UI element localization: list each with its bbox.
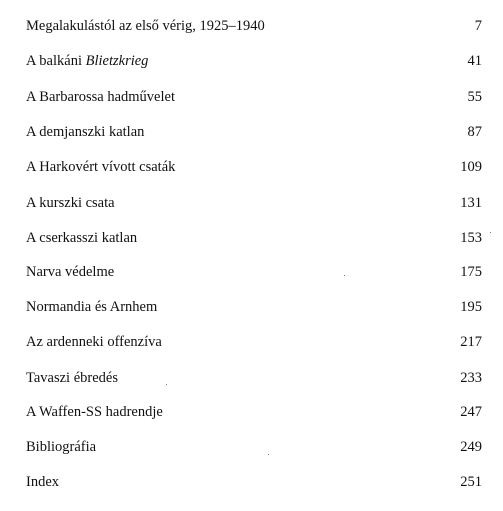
- toc-entry-title: A Harkovért vívott csaták: [26, 159, 176, 175]
- toc-entry-page: 251: [460, 474, 482, 490]
- toc-entry-title: Normandia és Arnhem: [26, 299, 158, 315]
- toc-entry-title: Megalakulástól az első vérig, 1925–1940: [26, 18, 265, 34]
- toc-entry: [26, 472, 482, 492]
- scan-speck: [166, 384, 167, 385]
- scan-speck: [490, 232, 491, 233]
- toc-entry-page: 175: [460, 264, 482, 280]
- toc-entry-title: [26, 51, 148, 71]
- toc-entry: [26, 402, 482, 422]
- toc-entry-title: A demjanszki katlan: [26, 124, 145, 140]
- toc-entry-title-prefix: A balkáni: [26, 53, 86, 69]
- toc-entry: [26, 51, 482, 71]
- toc-entry: [26, 157, 482, 177]
- toc-entry: [26, 262, 482, 282]
- toc-entry-page: 41: [467, 53, 482, 69]
- toc-entry: [26, 297, 482, 317]
- toc-entry-title: Narva védelme: [26, 264, 115, 280]
- toc-entry-page: 87: [467, 124, 482, 140]
- toc-entry-title: Bibliográfia: [26, 439, 97, 455]
- toc-entry-title-emphasis: Blietzkrieg: [85, 53, 149, 69]
- toc-entry-title: A cserkasszi katlan: [26, 230, 138, 246]
- toc-entry-title: A kurszki csata: [26, 195, 115, 211]
- toc-entry-page: 109: [460, 159, 482, 175]
- toc-entry: [26, 87, 482, 107]
- toc-entry-page: 195: [460, 299, 482, 315]
- toc-entry-title: A Barbarossa hadművelet: [26, 89, 175, 105]
- toc-entry: [26, 332, 482, 352]
- scan-speck: [344, 275, 345, 276]
- toc-entry-page: 131: [460, 195, 482, 211]
- toc-entry-page: 233: [460, 370, 482, 386]
- toc-entry-page: 249: [460, 439, 482, 455]
- toc-entry-page: 217: [460, 334, 482, 350]
- toc-entry-page: 7: [474, 18, 482, 34]
- toc-entry-title: Index: [26, 474, 60, 490]
- scan-speck: [268, 454, 269, 455]
- toc-entry: [26, 228, 482, 248]
- toc-entry: [26, 437, 482, 457]
- toc-entry-title: A Waffen-SS hadrendje: [26, 404, 163, 420]
- toc-entry: [26, 193, 482, 213]
- toc-entry: [26, 16, 482, 36]
- toc-entry-title: Az ardenneki offenzíva: [26, 334, 162, 350]
- toc-entry-page: 247: [460, 404, 482, 420]
- toc-entry-page: 55: [467, 89, 482, 105]
- toc-entry: [26, 122, 482, 142]
- toc-entry-page: 153: [460, 230, 482, 246]
- toc-entry: [26, 368, 482, 388]
- toc-entry-title: Tavaszi ébredés: [26, 370, 118, 386]
